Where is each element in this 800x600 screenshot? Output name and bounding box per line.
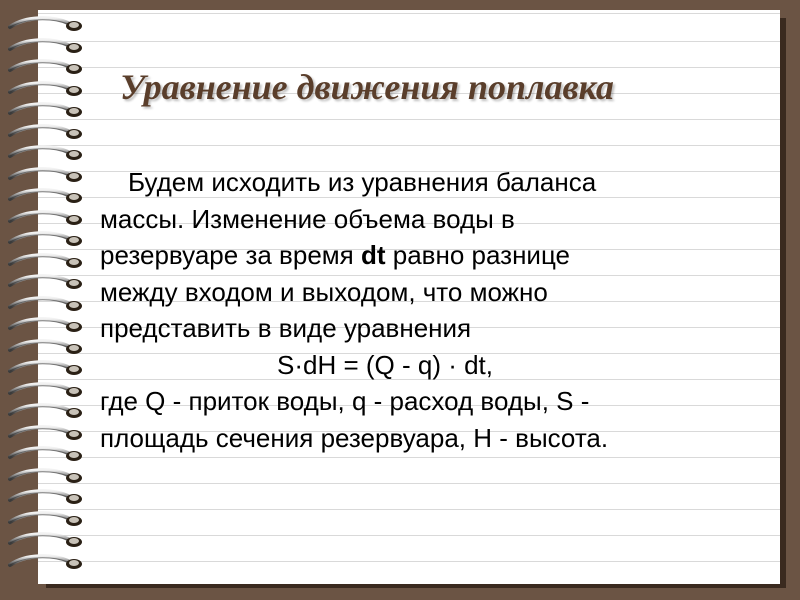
slide-body <box>100 164 760 456</box>
spiral-ring-icon <box>8 294 86 316</box>
body-line: Будем исходить из уравнения баланса <box>128 167 597 197</box>
spiral-ring-icon <box>8 552 86 574</box>
spiral-ring-icon <box>8 186 86 208</box>
formula: S·dH = (Q - q) · dt, <box>277 349 493 380</box>
spiral-ring-icon <box>8 466 86 488</box>
spiral-ring-icon <box>8 100 86 122</box>
body-line: площадь сечения резервуара, H - высота. <box>100 422 609 453</box>
spiral-ring-icon <box>8 14 86 36</box>
spiral-ring-icon <box>8 423 86 445</box>
spiral-ring-icon <box>8 530 86 552</box>
spiral-ring-icon <box>8 444 86 466</box>
slide-title: Уравнение движения поплавка <box>120 67 614 107</box>
body-line <box>100 237 760 274</box>
spiral-ring-icon <box>8 79 86 101</box>
body-line: массы. Изменение объема воды в <box>100 203 515 234</box>
spiral-ring-icon <box>8 272 86 294</box>
spiral-binding-icon <box>0 14 90 584</box>
spiral-ring-icon <box>8 57 86 79</box>
body-line: представить в виде уравнения <box>100 313 472 343</box>
spiral-ring-icon <box>8 229 86 251</box>
spiral-ring-icon <box>8 251 86 273</box>
spiral-ring-icon <box>8 337 86 359</box>
spiral-ring-icon <box>8 401 86 423</box>
spiral-ring-icon <box>8 358 86 380</box>
body-line: где Q - приток воды, q - расход воды, S - <box>100 386 590 416</box>
spiral-ring-icon <box>8 208 86 230</box>
spiral-ring-icon <box>8 165 86 187</box>
spiral-ring-icon <box>8 509 86 531</box>
spiral-ring-icon <box>8 487 86 509</box>
body-line: между входом и выходом, что можно <box>100 276 548 307</box>
spiral-ring-icon <box>8 122 86 144</box>
spiral-ring-icon <box>8 315 86 337</box>
spiral-ring-icon <box>8 380 86 402</box>
body-text: равно разнице <box>385 240 571 270</box>
spiral-ring-icon <box>8 36 86 58</box>
body-text: резервуаре за время <box>100 240 361 270</box>
dt-term: dt <box>360 240 386 270</box>
spiral-ring-icon <box>8 143 86 165</box>
